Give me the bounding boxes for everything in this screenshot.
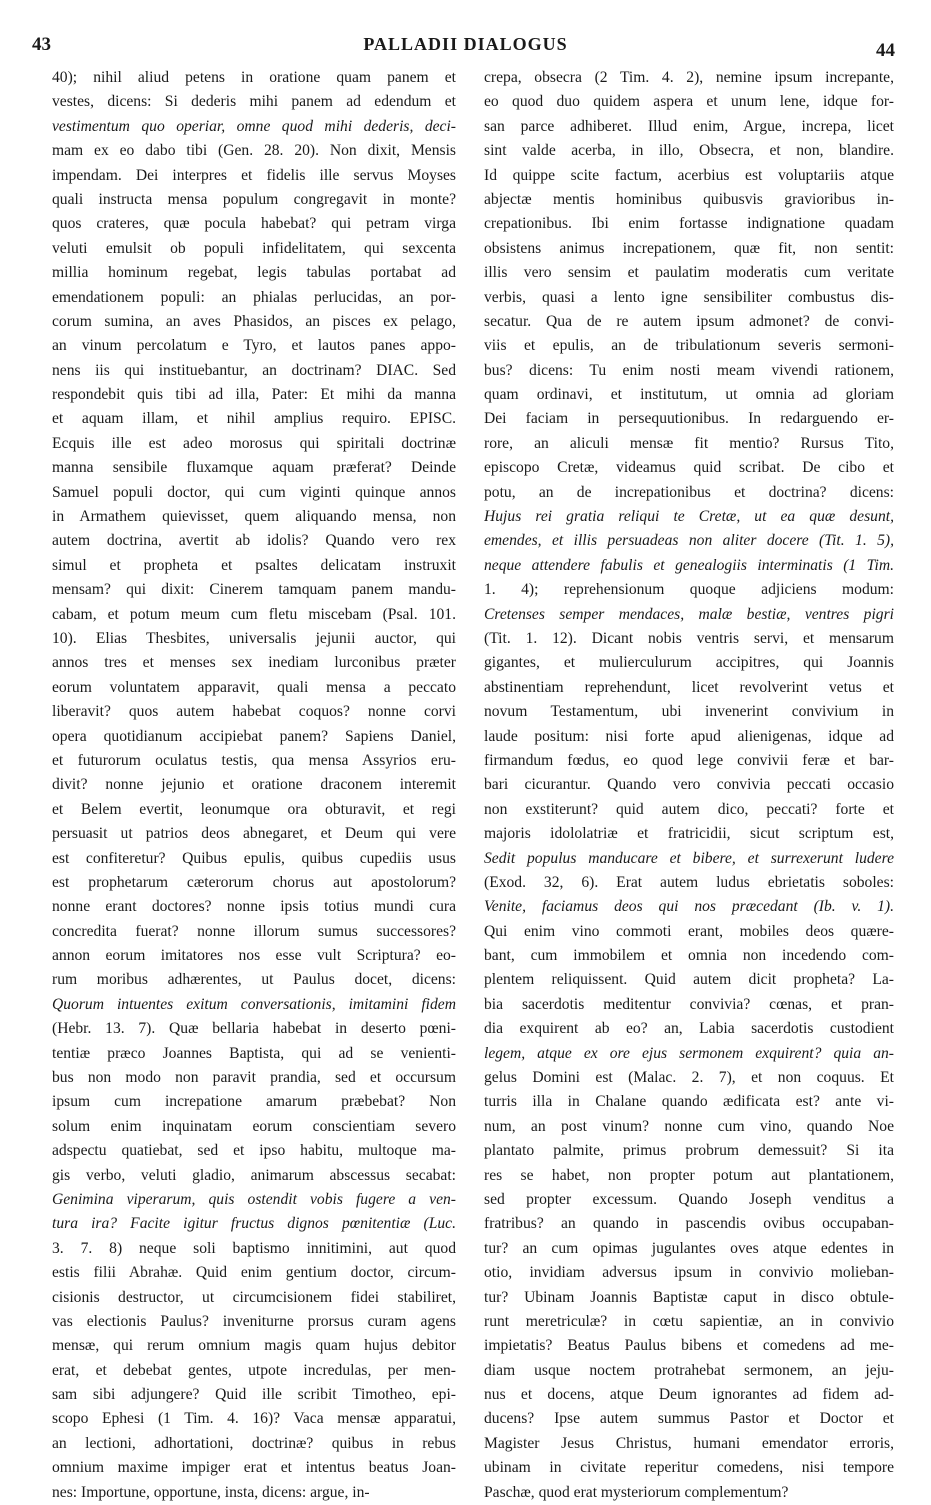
text-line: novum Testamentum, ubi invenerint convivium in bbox=[484, 703, 894, 721]
text-line: eorum voluntatem apparavit, quali mensa a peccato bbox=[52, 678, 456, 696]
text-line: legem, atque ex ore ejus sermonem exquirent? quia an- bbox=[484, 1044, 894, 1062]
text-line: otio, invidiam adversus ipsum in convivio molieban- bbox=[484, 1264, 894, 1282]
text-line: ducens? Ipse autem summus Pastor et Doctor et bbox=[484, 1410, 894, 1428]
text-line: runt meretriculæ? in cœtu sapientiæ, an in convivio bbox=[484, 1312, 894, 1330]
text-line: bus non modo non paravit prandia, sed et occursum bbox=[52, 1069, 456, 1087]
text-line: Genimina viperarum, quis ostendit vobis fugere a ven- bbox=[52, 1190, 456, 1208]
text-line: dia exquirent ab eo? an, Labia sacerdotis custodient bbox=[484, 1020, 894, 1038]
text-line: quos crateres, quæ pocula habebat? qui petram virga bbox=[52, 215, 456, 233]
text-line: annos tres et menses sex inediam lurconibus præter bbox=[52, 654, 456, 672]
text-line: persuasit ut patrios deos abnegaret, et Deum qui vere bbox=[52, 825, 456, 843]
text-line: ipsum cum increpatione amarum præbebat? Non bbox=[52, 1093, 456, 1111]
text-line: bari cicurantur. Quando vero convivia peccati occasio bbox=[484, 776, 894, 794]
text-line: firmandum fœdus, eo quod lege convivii feræ et bar- bbox=[484, 751, 894, 769]
text-line: tura ira? Facite igitur fructus dignos pœnitentiæ (Luc. bbox=[52, 1215, 456, 1233]
text-line: nens iis qui instituebantur, an doctrinam? DIAC. Sed bbox=[52, 361, 456, 379]
text-line: quam ordinavi, et institutum, ut omnia ad gloriam bbox=[484, 386, 894, 404]
text-line: corum sumina, an aves Phasidos, an pisces ex pelago, bbox=[52, 312, 456, 330]
text-line: fratribus? an quando in pascendis ovibus occupaban- bbox=[484, 1215, 894, 1233]
text-line: verbis, quasi a lento igne sensibiliter combustus dis- bbox=[484, 288, 894, 306]
text-line: emendationem populi: an phialas perlucidas, an por- bbox=[52, 288, 456, 306]
text-line: 3. 7. 8) neque soli baptismo innitimini, aut quod bbox=[52, 1239, 456, 1257]
text-line: bant, cum immobilem et omnia non incedendo com- bbox=[484, 947, 894, 965]
text-line: episcopo Cretæ, videamus quid scribat. De cibo et bbox=[484, 459, 894, 477]
text-line: eo quod duo quidem aspera et unum lene, idque for- bbox=[484, 93, 894, 111]
text-line: nus et docens, atque Deum ignorantes ad fidem ad- bbox=[484, 1386, 894, 1404]
text-line: abstinentiam reprehendunt, licet revolverint vetus et bbox=[484, 678, 894, 696]
text-line: liberavit? quos autem habebat coquos? nonne corvi bbox=[52, 703, 456, 721]
text-line: et aquam illam, et nihil amplius requiro. EPISC. bbox=[52, 410, 456, 428]
text-line: et Belem evertit, leonumque ora obturavit, et regi bbox=[52, 800, 456, 818]
text-line: cabam, et potum meum cum fletu miscebam (Psal. 101. bbox=[52, 605, 456, 623]
text-line: res se habet, non propter potum aut plantationem, bbox=[484, 1166, 894, 1184]
text-line: (Tit. 1. 12). Dicant nobis ventris servi, et mensarum bbox=[484, 629, 894, 647]
text-line: illis vero sensim et paulatim moderatis cum veritate bbox=[484, 264, 894, 282]
text-line: sam sibi adjungere? Quid ille scribit Timotheo, epi- bbox=[52, 1386, 456, 1404]
text-line: neque attendere fabulis et genealogiis interminatis (1 Tim. bbox=[484, 556, 894, 574]
text-line: millia hominum regebat, legis tabulas portabat ad bbox=[52, 264, 456, 282]
text-line: (Hebr. 13. 7). Quæ bellaria habebat in deserto pœni- bbox=[52, 1020, 456, 1038]
text-line: vas electionis Paulus? inveniturne prorsus curam agens bbox=[52, 1312, 456, 1330]
right-text-column bbox=[484, 66, 894, 1505]
text-line: manna sensibile fluxamque aquam præferat? Deinde bbox=[52, 459, 456, 477]
text-line: rore, an aliculi mensæ fit mentio? Rursus Tito, bbox=[484, 434, 894, 452]
text-line: secatur. Qua de re autem ipsum admonet? de convi- bbox=[484, 312, 894, 330]
text-line: mam ex eo dabo tibi (Gen. 28. 20). Non dixit, Mensis bbox=[52, 142, 456, 160]
text-line: nonne erant doctores? nonne ipsis totius mundi cura bbox=[52, 898, 456, 916]
text-line: crepa, obsecra (2 Tim. 4. 2), nemine ipsum increpante, bbox=[484, 69, 894, 86]
text-line: scopo Ephesi (1 Tim. 4. 16)? Vaca mensæ apparatui, bbox=[52, 1410, 456, 1428]
text-line: autem doctrina, avertit ab idolis? Quando vero rex bbox=[52, 532, 456, 550]
text-line: 40); nihil aliud petens in oratione quam panem et bbox=[52, 69, 456, 86]
text-line: turris illa in Chalane quando ædificata est? ante vi- bbox=[484, 1093, 894, 1111]
text-line: crepationibus. Ibi enim fortasse indignatione quadam bbox=[484, 215, 894, 233]
text-line: (Exod. 32, 6). Erat autem ludus ebrietatis soboles: bbox=[484, 873, 894, 891]
text-line: Cretenses semper mendaces, malæ bestiæ, ventres pigri bbox=[484, 605, 894, 623]
text-line: nes: Importune, opportune, insta, dicens: argue, in- bbox=[52, 1483, 370, 1501]
text-line: diam usque noctem protrahebat sermonem, an jeju- bbox=[484, 1361, 894, 1379]
text-line: gelus Domini est (Malac. 2. 7), et non coquus. Et bbox=[484, 1069, 894, 1087]
text-line: divit? nonne jejunio et oratione draconem interemit bbox=[52, 776, 456, 794]
text-line: Sedit populus manducare et bibere, et surrexerunt ludere bbox=[484, 849, 894, 867]
text-line: abjectæ mentis hominibus quibusvis gravioribus in- bbox=[484, 190, 894, 208]
text-line: in Armathem quievisset, quem aliquando mensa, non bbox=[52, 508, 456, 526]
page-header bbox=[28, 34, 903, 62]
text-line: et futurorum oculatus testis, qua mensa Assyrios eru- bbox=[52, 751, 456, 769]
text-line: ubinam in civitate reperitur comedens, nisi tempore bbox=[484, 1459, 894, 1477]
text-line: estis filii Abrahæ. Quid enim gentium doctor, circum- bbox=[52, 1264, 456, 1282]
text-line: emendes, et illis persuadeas non aliter docere (Tit. 1. 5), bbox=[484, 532, 894, 550]
text-line: Paschæ, quod erat mysteriorum complementum? bbox=[484, 1483, 789, 1501]
text-line: tur? Ubinam Joannis Baptistæ caput in disco obtule- bbox=[484, 1288, 894, 1306]
text-line: Id quippe scite factum, acerbius est voluptariis atque bbox=[484, 166, 894, 184]
text-line: solum enim inquinatam eorum conscientiam severo bbox=[52, 1117, 456, 1135]
text-line: bia sacerdotis meditentur convivia? cœnas, et pran- bbox=[484, 995, 894, 1013]
page-number-left: 43 bbox=[32, 34, 51, 55]
text-line: opera quotidianum accipiebat panem? Sapiens Daniel, bbox=[52, 727, 456, 745]
text-line: an vinum percolatum e Tyro, et lautos panes appo- bbox=[52, 337, 456, 355]
text-line: Ecquis ille est adeo morosus qui spiritali doctrinæ bbox=[52, 434, 456, 452]
text-line: an lectioni, adhortationi, doctrinæ? quibus in rebus bbox=[52, 1434, 456, 1452]
text-line: potu, an de increpationibus et doctrina? dicens: bbox=[484, 483, 894, 501]
text-line: num, an post vinum? nonne cum vino, quando Noe bbox=[484, 1117, 894, 1135]
text-line: quali instructa mensa populum congregavit in monte? bbox=[52, 190, 456, 208]
text-line: impendam. Dei interpres et fidelis ille servus Moyses bbox=[52, 166, 456, 184]
running-title: PALLADII DIALOGUS bbox=[363, 34, 568, 54]
text-line: adspectu quatiebat, sed et ipso habitu, multoque ma- bbox=[52, 1142, 456, 1160]
left-text-column bbox=[52, 66, 456, 1505]
text-line: tentiæ præco Joannes Baptista, qui ad se venienti- bbox=[52, 1044, 456, 1062]
text-line: laude positum: nisi forte apud alienigenas, idque ad bbox=[484, 727, 894, 745]
text-line: obsistens animus increpationem, quæ fit, non sentit: bbox=[484, 239, 894, 257]
text-line: gis verbo, veluti gladio, animarum abscessus secabat: bbox=[52, 1166, 456, 1184]
text-line: Dei faciam in persequutionibus. In redarguendo er- bbox=[484, 410, 894, 428]
text-line: vestimentum quo operiar, omne quod mihi dederis, deci- bbox=[52, 117, 456, 135]
text-line: veluti emulsit ob populi infidelitatem, qui sexcenta bbox=[52, 239, 456, 257]
text-line: rum moribus adhærentes, ut Paulus docet, dicens: bbox=[52, 971, 456, 989]
text-line: sed propter excessum. Quando Joseph venditus a bbox=[484, 1190, 894, 1208]
text-line: Magister Jesus Christus, humani emendator erroris, bbox=[484, 1434, 894, 1452]
text-line: majoris idololatriæ et fratricidii, sicut scriptum est, bbox=[484, 825, 894, 843]
text-line: san parce adhiberet. Illud enim, Argue, increpa, licet bbox=[484, 117, 894, 135]
text-line: simul et propheta et psaltes delicatam instruxit bbox=[52, 556, 456, 574]
text-line: est confiteretur? Quibus epulis, quibus cupediis usus bbox=[52, 849, 456, 867]
text-line: est prophetarum cæterorum chorus aut apostolorum? bbox=[52, 873, 456, 891]
text-line: 10). Elias Thesbites, universalis jejunii auctor, qui bbox=[52, 629, 456, 647]
text-line: erat, et debebat gentes, utpote incredulas, per men- bbox=[52, 1361, 456, 1379]
text-line: impietatis? Beatus Paulus bibens et comedens ad me- bbox=[484, 1337, 894, 1355]
text-line: mensæ, qui rerum omnium magis quam hujus debitor bbox=[52, 1337, 456, 1355]
text-line: Qui enim vino commoti erant, mobiles deos quære- bbox=[484, 922, 894, 940]
text-line: concredita fuerat? nonne illorum sumus successores? bbox=[52, 922, 456, 940]
text-line: Venite, faciamus deos qui nos præcedant (Ib. v. 1). bbox=[484, 898, 894, 916]
text-line: plentem reliquissent. Quid autem dicit propheta? La- bbox=[484, 971, 894, 989]
text-line: annon eorum imitatores nos esse vult Scriptura? eo- bbox=[52, 947, 456, 965]
page-number-right: 44 bbox=[876, 40, 895, 61]
text-line: omnium maxime impiger erat et intentus beatus Joan- bbox=[52, 1459, 456, 1477]
text-line: plantato palmite, primus probrum demessuit? Si ita bbox=[484, 1142, 894, 1160]
text-line: non exstiterunt? quid autem dico, peccati? forte et bbox=[484, 800, 894, 818]
text-line: respondebit quis tibi ad illa, Pater: Et mihi da manna bbox=[52, 386, 456, 404]
text-line: Quorum intuentes exitum conversationis, imitamini fidem bbox=[52, 995, 456, 1013]
text-line: mensam? qui dixit: Cinerem tamquam panem mandu- bbox=[52, 581, 456, 599]
text-line: 1. 4); reprehensionum quoque adjiciens modum: bbox=[484, 581, 894, 599]
text-line: tur? an cum opimas jugulantes oves atque edentes in bbox=[484, 1239, 894, 1257]
text-line: vestes, dicens: Si dederis mihi panem ad edendum et bbox=[52, 93, 456, 111]
text-line: viis et epulis, an de tribulationum severis sermoni- bbox=[484, 337, 894, 355]
text-line: cisionis destructor, ut circumcisionem fidei stabiliret, bbox=[52, 1288, 456, 1306]
text-line: sint valde acerba, in illo, Obsecra, et non, blandire. bbox=[484, 142, 894, 160]
text-line: gigantes, et mulierculurum accipitres, qui Joannis bbox=[484, 654, 894, 672]
text-line: bus? dicens: Tu enim nosti meam vivendi rationem, bbox=[484, 361, 894, 379]
text-line: Hujus rei gratia reliqui te Cretæ, ut ea quæ desunt, bbox=[484, 508, 894, 526]
text-line: Samuel populi doctor, qui cum viginti quinque annos bbox=[52, 483, 456, 501]
